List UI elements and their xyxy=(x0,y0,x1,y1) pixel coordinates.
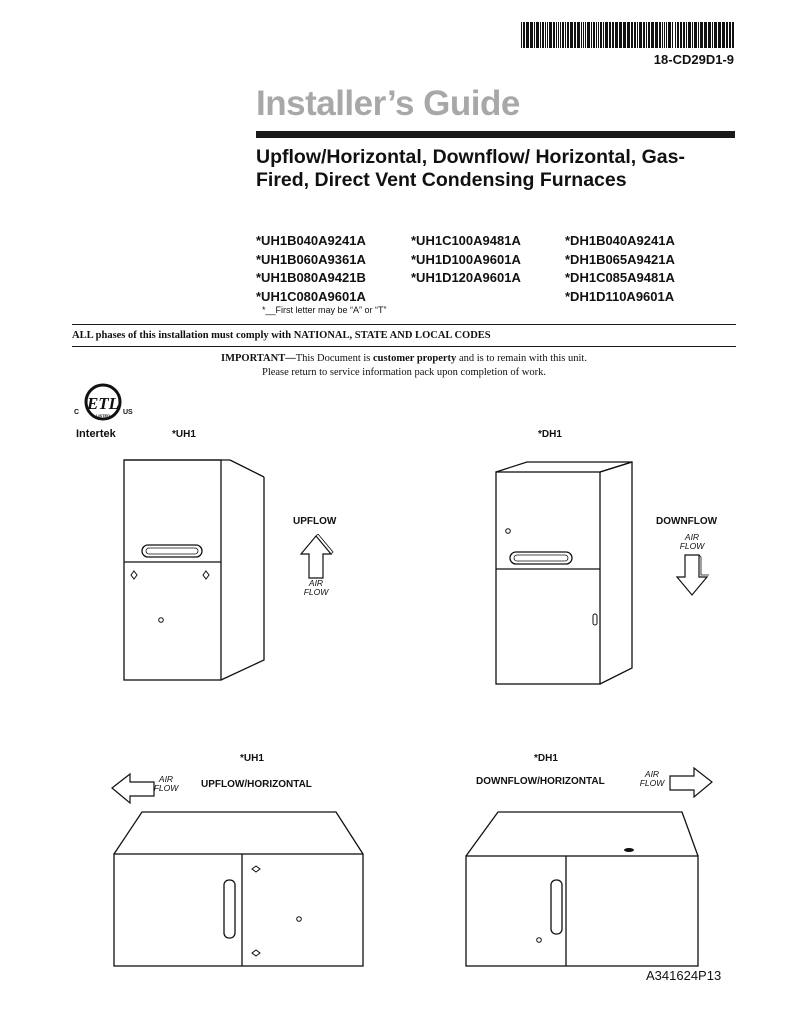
model-number: *UH1B080A9421B xyxy=(256,270,366,285)
barcode-bar xyxy=(615,22,618,48)
barcode-bar xyxy=(540,22,541,48)
dh1-horizontal-label: *DH1 xyxy=(534,753,558,764)
barcode-bar xyxy=(659,22,661,48)
subtitle: Upflow/Horizontal, Downflow/ Horizontal, Gas-Fired, Direct Vent Condensing Furnaces xyxy=(256,146,685,192)
divider xyxy=(72,346,736,347)
barcode-bar xyxy=(591,22,592,48)
flow-text: FLOW xyxy=(153,783,179,794)
barcode-bar xyxy=(675,22,676,48)
barcode-bar xyxy=(603,22,604,48)
dh1-label: *DH1 xyxy=(538,429,562,440)
air-text: AIR xyxy=(308,578,324,588)
barcode-bar xyxy=(567,22,569,48)
barcode-bar xyxy=(668,22,671,48)
barcode-bar xyxy=(651,22,654,48)
barcode-bar xyxy=(631,22,633,48)
barcode-bar xyxy=(677,22,679,48)
dh1-horizontal-furnace-illustration xyxy=(462,808,702,968)
important-bold-text: customer property xyxy=(373,353,457,364)
page-title: Installer’s Guide xyxy=(256,84,520,123)
barcode-bar xyxy=(688,22,691,48)
barcode-bar xyxy=(619,22,622,48)
downflow-horizontal-label: DOWNFLOW/HORIZONTAL xyxy=(476,776,605,787)
air-text: AIR xyxy=(158,774,174,784)
barcode-bar xyxy=(627,22,630,48)
upflow-label: UPFLOW xyxy=(293,516,337,527)
air-text: AIR xyxy=(684,532,700,542)
barcode-bar xyxy=(694,22,697,48)
downflow-label: DOWNFLOW xyxy=(656,516,718,527)
etl-us-text: US xyxy=(123,409,133,416)
barcode-bar xyxy=(526,22,529,48)
barcode-bar xyxy=(666,22,667,48)
barcode-bar xyxy=(598,22,599,48)
barcode-bar xyxy=(639,22,642,48)
important-label: IMPORTANT— xyxy=(221,353,296,364)
barcode-bar xyxy=(662,22,663,48)
barcode-bar xyxy=(646,22,647,48)
barcode xyxy=(521,22,734,48)
dh1-downflow-furnace-illustration xyxy=(490,458,635,686)
document-number: 18-CD29D1-9 xyxy=(653,52,734,67)
barcode-bar xyxy=(542,22,544,48)
barcode-bar xyxy=(643,22,645,48)
airflow-text xyxy=(634,770,670,789)
important-text: and is to remain with this unit. xyxy=(456,353,587,364)
etl-c-text: C xyxy=(74,409,80,416)
barcode-bar xyxy=(708,22,711,48)
barcode-bar xyxy=(726,22,728,48)
barcode-bar xyxy=(583,22,584,48)
barcode-bar xyxy=(698,22,699,48)
barcode-bar xyxy=(558,22,559,48)
part-number: A341624P13 xyxy=(646,968,722,983)
compliance-notice: ALL phases of this installation must comply with NATIONAL, STATE AND LOCAL CODES xyxy=(72,330,491,341)
barcode-bar xyxy=(704,22,707,48)
model-number: *UH1D100A9601A xyxy=(411,251,521,267)
model-number: *UH1C080A9601A xyxy=(256,288,366,304)
model-number: *DH1C085A9481A xyxy=(565,270,675,285)
barcode-bar xyxy=(700,22,703,48)
flow-text: FLOW xyxy=(303,587,329,598)
barcode-bar xyxy=(729,22,731,48)
model-number: *UH1B060A9361A xyxy=(256,251,366,267)
barcode-bar xyxy=(609,22,611,48)
model-column-2 xyxy=(411,232,521,288)
barcode-bar xyxy=(593,22,595,48)
barcode-bar xyxy=(664,22,665,48)
airflow-up-arrow-icon xyxy=(298,534,334,580)
air-text: AIR xyxy=(644,769,660,779)
title-rule xyxy=(256,131,735,138)
etl-listed-text: LISTED xyxy=(95,413,111,418)
barcode-bar xyxy=(623,22,626,48)
model-column-3 xyxy=(565,232,675,306)
barcode-bar xyxy=(534,22,535,48)
airflow-text xyxy=(672,533,712,552)
upflow-horizontal-label: UPFLOW/HORIZONTAL xyxy=(201,779,312,790)
intertek-brand: Intertek xyxy=(76,428,116,440)
barcode-bar xyxy=(581,22,582,48)
barcode-bar xyxy=(605,22,608,48)
model-note: *__First letter may be “A” or “T” xyxy=(262,305,387,315)
barcode-bar xyxy=(587,22,590,48)
barcode-bar xyxy=(648,22,650,48)
barcode-bar xyxy=(556,22,557,48)
model-number: *DH1D110A9601A xyxy=(565,288,675,304)
barcode-bar xyxy=(545,22,546,48)
barcode-bar xyxy=(565,22,566,48)
barcode-bar xyxy=(560,22,561,48)
important-notice xyxy=(72,352,736,380)
uh1-horizontal-label: *UH1 xyxy=(240,753,264,764)
model-number: *UH1C100A9481A xyxy=(411,233,521,248)
barcode-bar xyxy=(718,22,721,48)
model-number: *UH1D120A9601A xyxy=(411,270,521,285)
airflow-text xyxy=(148,775,184,794)
barcode-bar xyxy=(655,22,658,48)
barcode-bar xyxy=(523,22,525,48)
barcode-bar xyxy=(547,22,548,48)
model-number: *UH1B040A9241A xyxy=(256,233,366,248)
barcode-bar xyxy=(712,22,713,48)
important-text: This Document is xyxy=(295,353,373,364)
barcode-bar xyxy=(612,22,614,48)
barcode-bar xyxy=(672,22,673,48)
barcode-bar xyxy=(530,22,533,48)
barcode-bar xyxy=(577,22,580,48)
uh1-label: *UH1 xyxy=(172,429,196,440)
uh1-upflow-furnace-illustration xyxy=(118,455,268,685)
barcode-bar xyxy=(732,22,734,48)
barcode-bar xyxy=(692,22,693,48)
barcode-bar xyxy=(722,22,725,48)
model-number: *DH1B040A9241A xyxy=(565,233,675,248)
barcode-bar xyxy=(536,22,539,48)
uh1-horizontal-furnace-illustration xyxy=(112,808,367,968)
barcode-bar xyxy=(553,22,555,48)
barcode-bar xyxy=(714,22,717,48)
barcode-bar xyxy=(680,22,682,48)
divider xyxy=(72,324,736,325)
barcode-bar xyxy=(596,22,597,48)
etl-mark: ETL xyxy=(86,394,120,413)
model-number: *DH1B065A9421A xyxy=(565,251,675,267)
barcode-bar xyxy=(683,22,685,48)
barcode-bar xyxy=(600,22,602,48)
important-text-line2: Please return to service information pack upon completion of work. xyxy=(261,367,546,379)
barcode-bar xyxy=(521,22,522,48)
barcode-bar xyxy=(549,22,552,48)
barcode-bar xyxy=(686,22,687,48)
barcode-bar xyxy=(637,22,638,48)
barcode-bar xyxy=(570,22,573,48)
flow-text: FLOW xyxy=(639,778,665,789)
airflow-down-arrow-icon xyxy=(674,553,710,597)
model-column-1 xyxy=(256,232,366,306)
flow-text: FLOW xyxy=(679,541,705,552)
barcode-bar xyxy=(634,22,636,48)
barcode-bar xyxy=(574,22,576,48)
barcode-bar xyxy=(585,22,586,48)
barcode-bar xyxy=(562,22,564,48)
airflow-right-arrow-icon xyxy=(668,766,714,800)
airflow-text xyxy=(296,579,336,598)
